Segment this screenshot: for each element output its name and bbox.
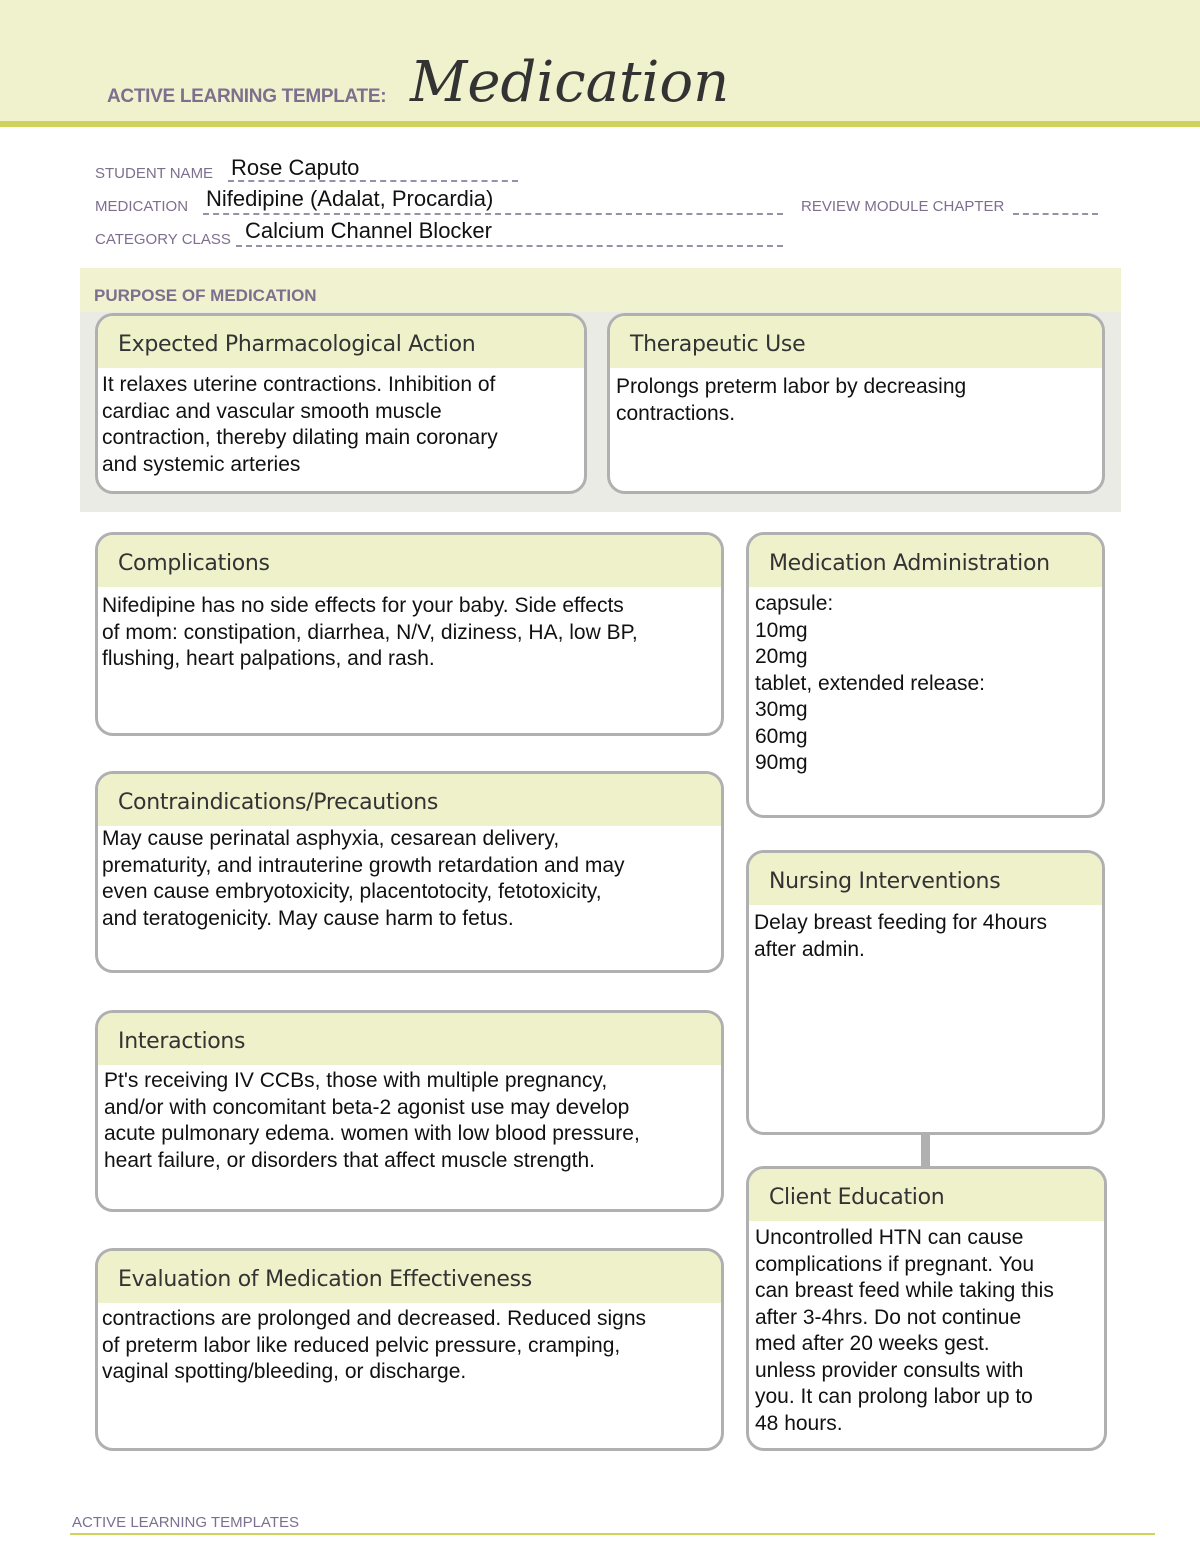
medication-label: MEDICATION	[95, 198, 189, 215]
review-module-field[interactable]	[1013, 213, 1098, 215]
box-title: Interactions	[98, 1013, 721, 1065]
box-title: Client Education	[749, 1169, 1104, 1221]
student-name-field[interactable]: Rose Caputo	[231, 155, 360, 180]
box-connector	[921, 1135, 930, 1167]
box-title: Evaluation of Medication Effectiveness	[98, 1251, 721, 1303]
box-body[interactable]: Prolongs preterm labor by decreasing contractions.	[616, 375, 967, 425]
review-module-label: REVIEW MODULE CHAPTER	[801, 198, 1005, 215]
purpose-title: PURPOSE OF MEDICATION	[94, 286, 317, 305]
interactions-box	[95, 1010, 724, 1212]
contraindications-box	[95, 771, 724, 973]
box-title: Contraindications/Precautions	[98, 774, 721, 826]
box-title: Complications	[98, 535, 721, 587]
medication-administration-box	[746, 532, 1105, 818]
box-title: Medication Administration	[749, 535, 1102, 587]
box-body[interactable]: Pt's receiving IV CCBs, those with multiple pregnancy, and/or with concomitant beta-2 agonist use may develop acute pulmonary edema. women with low blood pressure, heart failure, or disorders that affect muscle strength.	[104, 1069, 640, 1172]
medication-underline	[203, 213, 783, 215]
box-body[interactable]: contractions are prolonged and decreased. Reduced signs of preterm labor like reduced pelvic pressure, cramping, vaginal spotting/bleeding, or discharge.	[102, 1307, 647, 1383]
box-body[interactable]: Uncontrolled HTN can cause complications if pregnant. You can breast feed while taking this after 3-4hrs. Do not continue med after 20 weeks gest. unless provider consults with you. It can prolong labor up to 48 hours.	[755, 1226, 1054, 1435]
footer-divider	[70, 1533, 1155, 1535]
page-title: Medication	[410, 50, 730, 115]
box-body[interactable]: Nifedipine has no side effects for your baby. Side effects of mom: constipation, diarrhea, N/V, diziness, HA, low BP, flushing, heart palpations, and rash.	[102, 594, 638, 670]
box-body[interactable]: It relaxes uterine contractions. Inhibition of cardiac and vascular smooth muscle contraction, thereby dilating main coronary and systemic arteries	[102, 373, 498, 476]
box-body[interactable]: May cause perinatal asphyxia, cesarean delivery, prematurity, and intrauterine growth retardation and may even cause embryotoxicity, placentotocity, fetotoxicity, and teratogenicity. May cause harm to fetus.	[102, 827, 625, 930]
box-title: Therapeutic Use	[610, 316, 1102, 368]
client-education-box	[746, 1166, 1107, 1451]
category-underline	[236, 245, 783, 247]
category-label: CATEGORY CLASS	[95, 231, 231, 248]
evaluation-box	[95, 1248, 724, 1451]
nursing-interventions-box	[746, 850, 1105, 1135]
box-title: Nursing Interventions	[749, 853, 1102, 905]
complications-box	[95, 532, 724, 736]
student-name-underline	[228, 180, 518, 182]
header-divider	[0, 121, 1200, 127]
expected-action-box	[95, 313, 587, 494]
template-label: ACTIVE LEARNING TEMPLATE:	[107, 86, 387, 107]
box-body[interactable]: capsule: 10mg 20mg tablet, extended release: 30mg 60mg 90mg	[755, 592, 985, 774]
category-field[interactable]: Calcium Channel Blocker	[245, 218, 492, 243]
box-body[interactable]: Delay breast feeding for 4hours after admin.	[754, 911, 1048, 961]
medication-field[interactable]: Nifedipine (Adalat, Procardia)	[206, 186, 494, 211]
footer-label: ACTIVE LEARNING TEMPLATES	[72, 1514, 299, 1531]
therapeutic-use-box	[607, 313, 1105, 494]
box-title: Expected Pharmacological Action	[98, 316, 584, 368]
student-name-label: STUDENT NAME	[95, 165, 214, 182]
